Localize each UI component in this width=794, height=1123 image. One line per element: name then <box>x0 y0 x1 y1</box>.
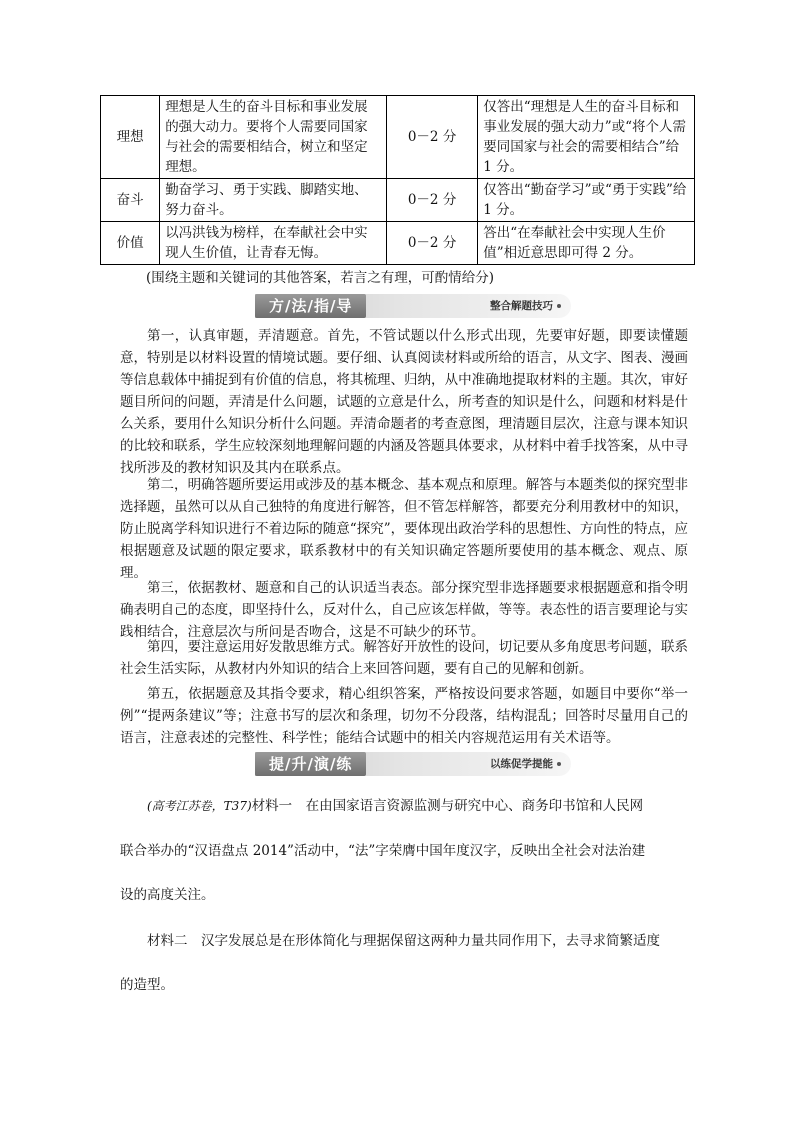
banner-subtitle <box>490 752 561 776</box>
banner-subtitle-text: 整合解题技巧 <box>490 300 553 312</box>
points-cell: 0－2 分 <box>386 96 477 179</box>
scoring-rule-cell: 答出“在奉献社会中实现人生价值”相近意思即可得 2 分。 <box>478 222 695 265</box>
scoring-rule-cell: 仅答出“理想是人生的奋斗目标和事业发展的强大动力”或“将个人需要同国家与社会的需要相结合”给 1 分。 <box>478 96 695 179</box>
method-paragraph: 第一，认真审题，弄清题意。首先，不管试题以什么形式出现，先要审好题，即要读懂题意，特别是以材料设置的情境试题。要仔细、认真阅读材料或所给的语言，从文字、图表、漫画等信息载体中捕捉到有价值的信息，将其梳理、归纳，从中准确地提取材料的主题。其次，审好题目所问的问题，弄清是什么问题，试题的立意是什么，所考查的知识是什么，问题和材料是什么关系，要用什么知识分析什么问题。弄清命题者的考查意图，理清题目层次，注意与课本知识的比较和联系，学生应较深刻地理解问题的内涵及答题具体要求，从材料中着手找答案，从中寻找所涉及的教材知识及其内在联系点。 <box>120 328 688 476</box>
table-row <box>101 222 695 265</box>
table-row <box>101 179 695 222</box>
table-row <box>101 96 695 179</box>
scoring-rule-cell: 仅答出“勤奋学习”或“勇于实践”给 1 分。 <box>478 179 695 222</box>
dot-icon <box>557 762 561 766</box>
method-paragraph: 第三，依据教材、题意和自己的认识适当表态。部分探究型非选择题要求根据题意和指令明确表明自己的态度，即坚持什么，反对什么，自己应该怎样做，等等。表态性的语言要理论与实践相结合，注意层次与所问是否吻合，这是不可缺少的环节。 <box>120 580 688 640</box>
material-one-line <box>120 795 688 817</box>
material-two-line: 的造型。 <box>120 977 174 993</box>
scoring-table <box>100 95 695 265</box>
points-cell: 0－2 分 <box>386 179 477 222</box>
points-cell: 0－2 分 <box>386 222 477 265</box>
material-one-line: 联合举办的“汉语盘点 2014”活动中，“法”字荣膺中国年度汉字，反映出全社会对法治建 <box>120 843 646 859</box>
method-paragraph: 第五，依据题意及其指令要求，精心组织答案，严格按设问要求答题，如题目中要你“举一例”“提两条建议”等；注意书写的层次和条理，切勿不分段落，结构混乱；回答时尽量用自己的语言，注意表述的完整性、科学性；能结合试题中的相关内容规范运用有关术语等。 <box>120 686 688 746</box>
question-source: (高考江苏卷，T37) <box>147 799 252 813</box>
banner-subtitle-text: 以练促学提能 <box>490 758 553 770</box>
banner-title: 方/法/指/导 <box>255 294 366 318</box>
practice-section-banner <box>255 752 571 776</box>
answer-content-cell: 勤奋学习、勇于实践、脚踏实地、努力奋斗。 <box>160 179 387 222</box>
keyword-cell: 理想 <box>101 96 160 179</box>
material-two-line: 材料二 汉字发展总是在形体简化与理据保留这两种力量共同作用下，去寻求简繁适度 <box>147 933 660 949</box>
material-one-line: 设的高度关注。 <box>120 887 215 903</box>
dot-icon <box>557 304 561 308</box>
table-note: (围绕主题和关键词的其他答案，若言之有理，可酌情给分) <box>146 270 495 286</box>
method-paragraph: 第二，明确答题所要运用或涉及的基本概念、基本观点和原理。解答与本题类似的探究型非选择题，虽然可以从自己独特的角度进行解答，但不管怎样解答，都要充分利用教材中的知识，防止脱离学科知识进行不着边际的随意“探究”，要体现出政治学科的思想性、方向性的特点，应根据题意及试题的限定要求，联系教材中的有关知识确定答题所要使用的基本概念、观点、原理。 <box>120 477 688 581</box>
method-paragraph: 第四，要注意运用好发散思维方式。解答好开放性的设问，切记要从多角度思考问题，联系社会生活实际，从教材内外知识的结合上来回答问题，要有自己的见解和创新。 <box>120 639 688 677</box>
answer-content-cell: 以冯洪钱为榜样，在奉献社会中实现人生价值，让青春无悔。 <box>160 222 387 265</box>
keyword-cell: 奋斗 <box>101 179 160 222</box>
keyword-cell: 价值 <box>101 222 160 265</box>
banner-title: 提/升/演/练 <box>255 752 366 776</box>
material-one-text: 材料一 在由国家语言资源监测与研究中心、商务印书馆和人民网 <box>251 798 644 814</box>
banner-subtitle <box>490 294 561 318</box>
method-section-banner <box>255 294 571 318</box>
answer-content-cell: 理想是人生的奋斗目标和事业发展的强大动力。要将个人需要同国家与社会的需要相结合，树立和坚定理想。 <box>160 96 387 179</box>
